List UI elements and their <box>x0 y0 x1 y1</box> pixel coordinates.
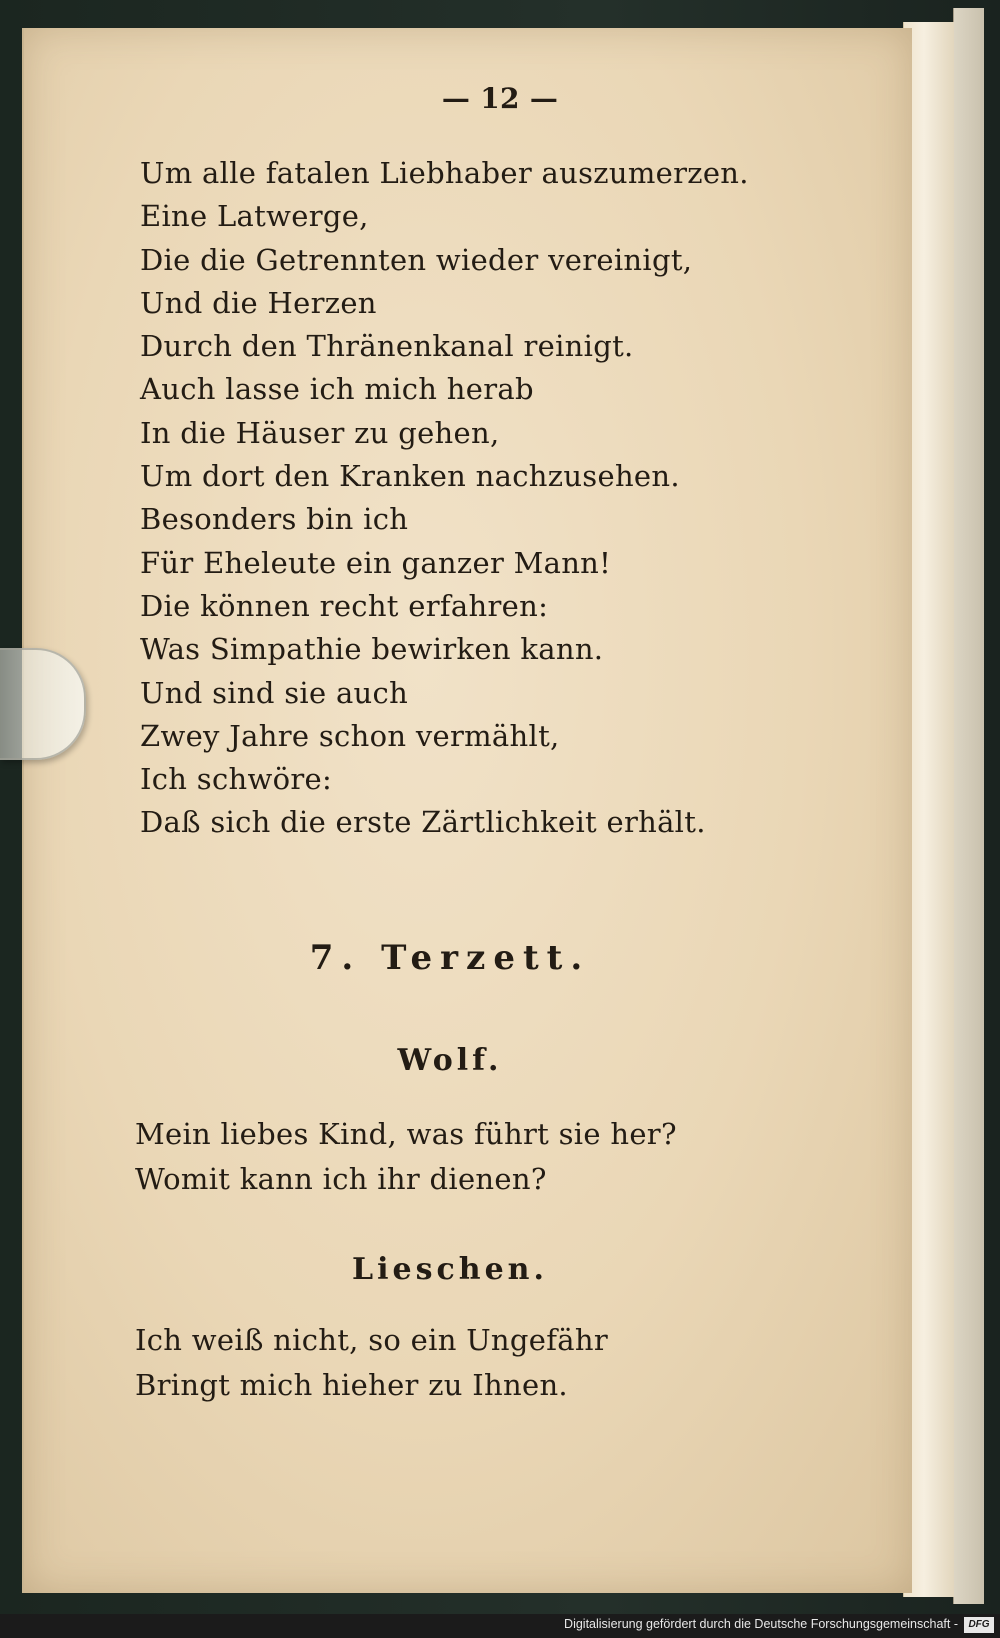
dialogue-line: Bringt mich hieher zu Ihnen. <box>135 1368 568 1402</box>
section-heading: 7. Terzett. <box>309 938 591 978</box>
speaker-name-wolf: Wolf. <box>397 1043 503 1078</box>
verse-line: Auch lasse ich mich herab <box>140 372 534 407</box>
verse-line: Daß sich die erste Zärtlichkeit erhält. <box>140 805 706 840</box>
verse-line: Durch den Thränenkanal reinigt. <box>140 329 634 364</box>
verse-line: In die Häuser zu gehen, <box>140 415 500 450</box>
page-number: — 12 — <box>441 82 559 115</box>
page-clip <box>0 648 86 760</box>
verse-line: Um dort den Kranken nachzusehen. <box>140 459 680 494</box>
verse-line: Und die Herzen <box>140 285 377 320</box>
dfg-logo: DFG <box>964 1617 994 1633</box>
verse-line: Eine Latwerge, <box>140 199 369 234</box>
verse-line: Für Eheleute ein ganzer Mann! <box>140 545 612 580</box>
dialogue-line: Ich weiß nicht, so ein Ungefähr <box>135 1323 609 1357</box>
verse-line: Um alle fatalen Liebhaber auszumerzen. <box>140 156 749 190</box>
verse-line: Was Simpathie bewirken kann. <box>140 632 604 667</box>
book-cover-edge <box>953 8 984 1604</box>
dialogue-line: Womit kann ich ihr dienen? <box>135 1162 547 1196</box>
verse-line: Ich schwöre: <box>140 762 333 797</box>
verse-block <box>140 152 840 845</box>
verse-line: Zwey Jahre schon vermählt, <box>140 718 560 753</box>
verse-line: Die können recht erfahren: <box>140 588 549 623</box>
speaker-wolf-lines <box>135 1112 835 1202</box>
speaker-lieschen-lines <box>135 1318 835 1408</box>
verse-line: Und sind sie auch <box>140 675 409 710</box>
verse-line: Besonders bin ich <box>140 502 409 537</box>
verse-line: Die die Getrennten wieder vereinigt, <box>140 242 693 277</box>
dialogue-line: Mein liebes Kind, was führt sie her? <box>135 1117 677 1151</box>
footer-credit: Digitalisierung gefördert durch die Deutsche Forschungsgemeinschaft - <box>564 1617 958 1631</box>
speaker-name-lieschen: Lieschen. <box>352 1252 548 1287</box>
